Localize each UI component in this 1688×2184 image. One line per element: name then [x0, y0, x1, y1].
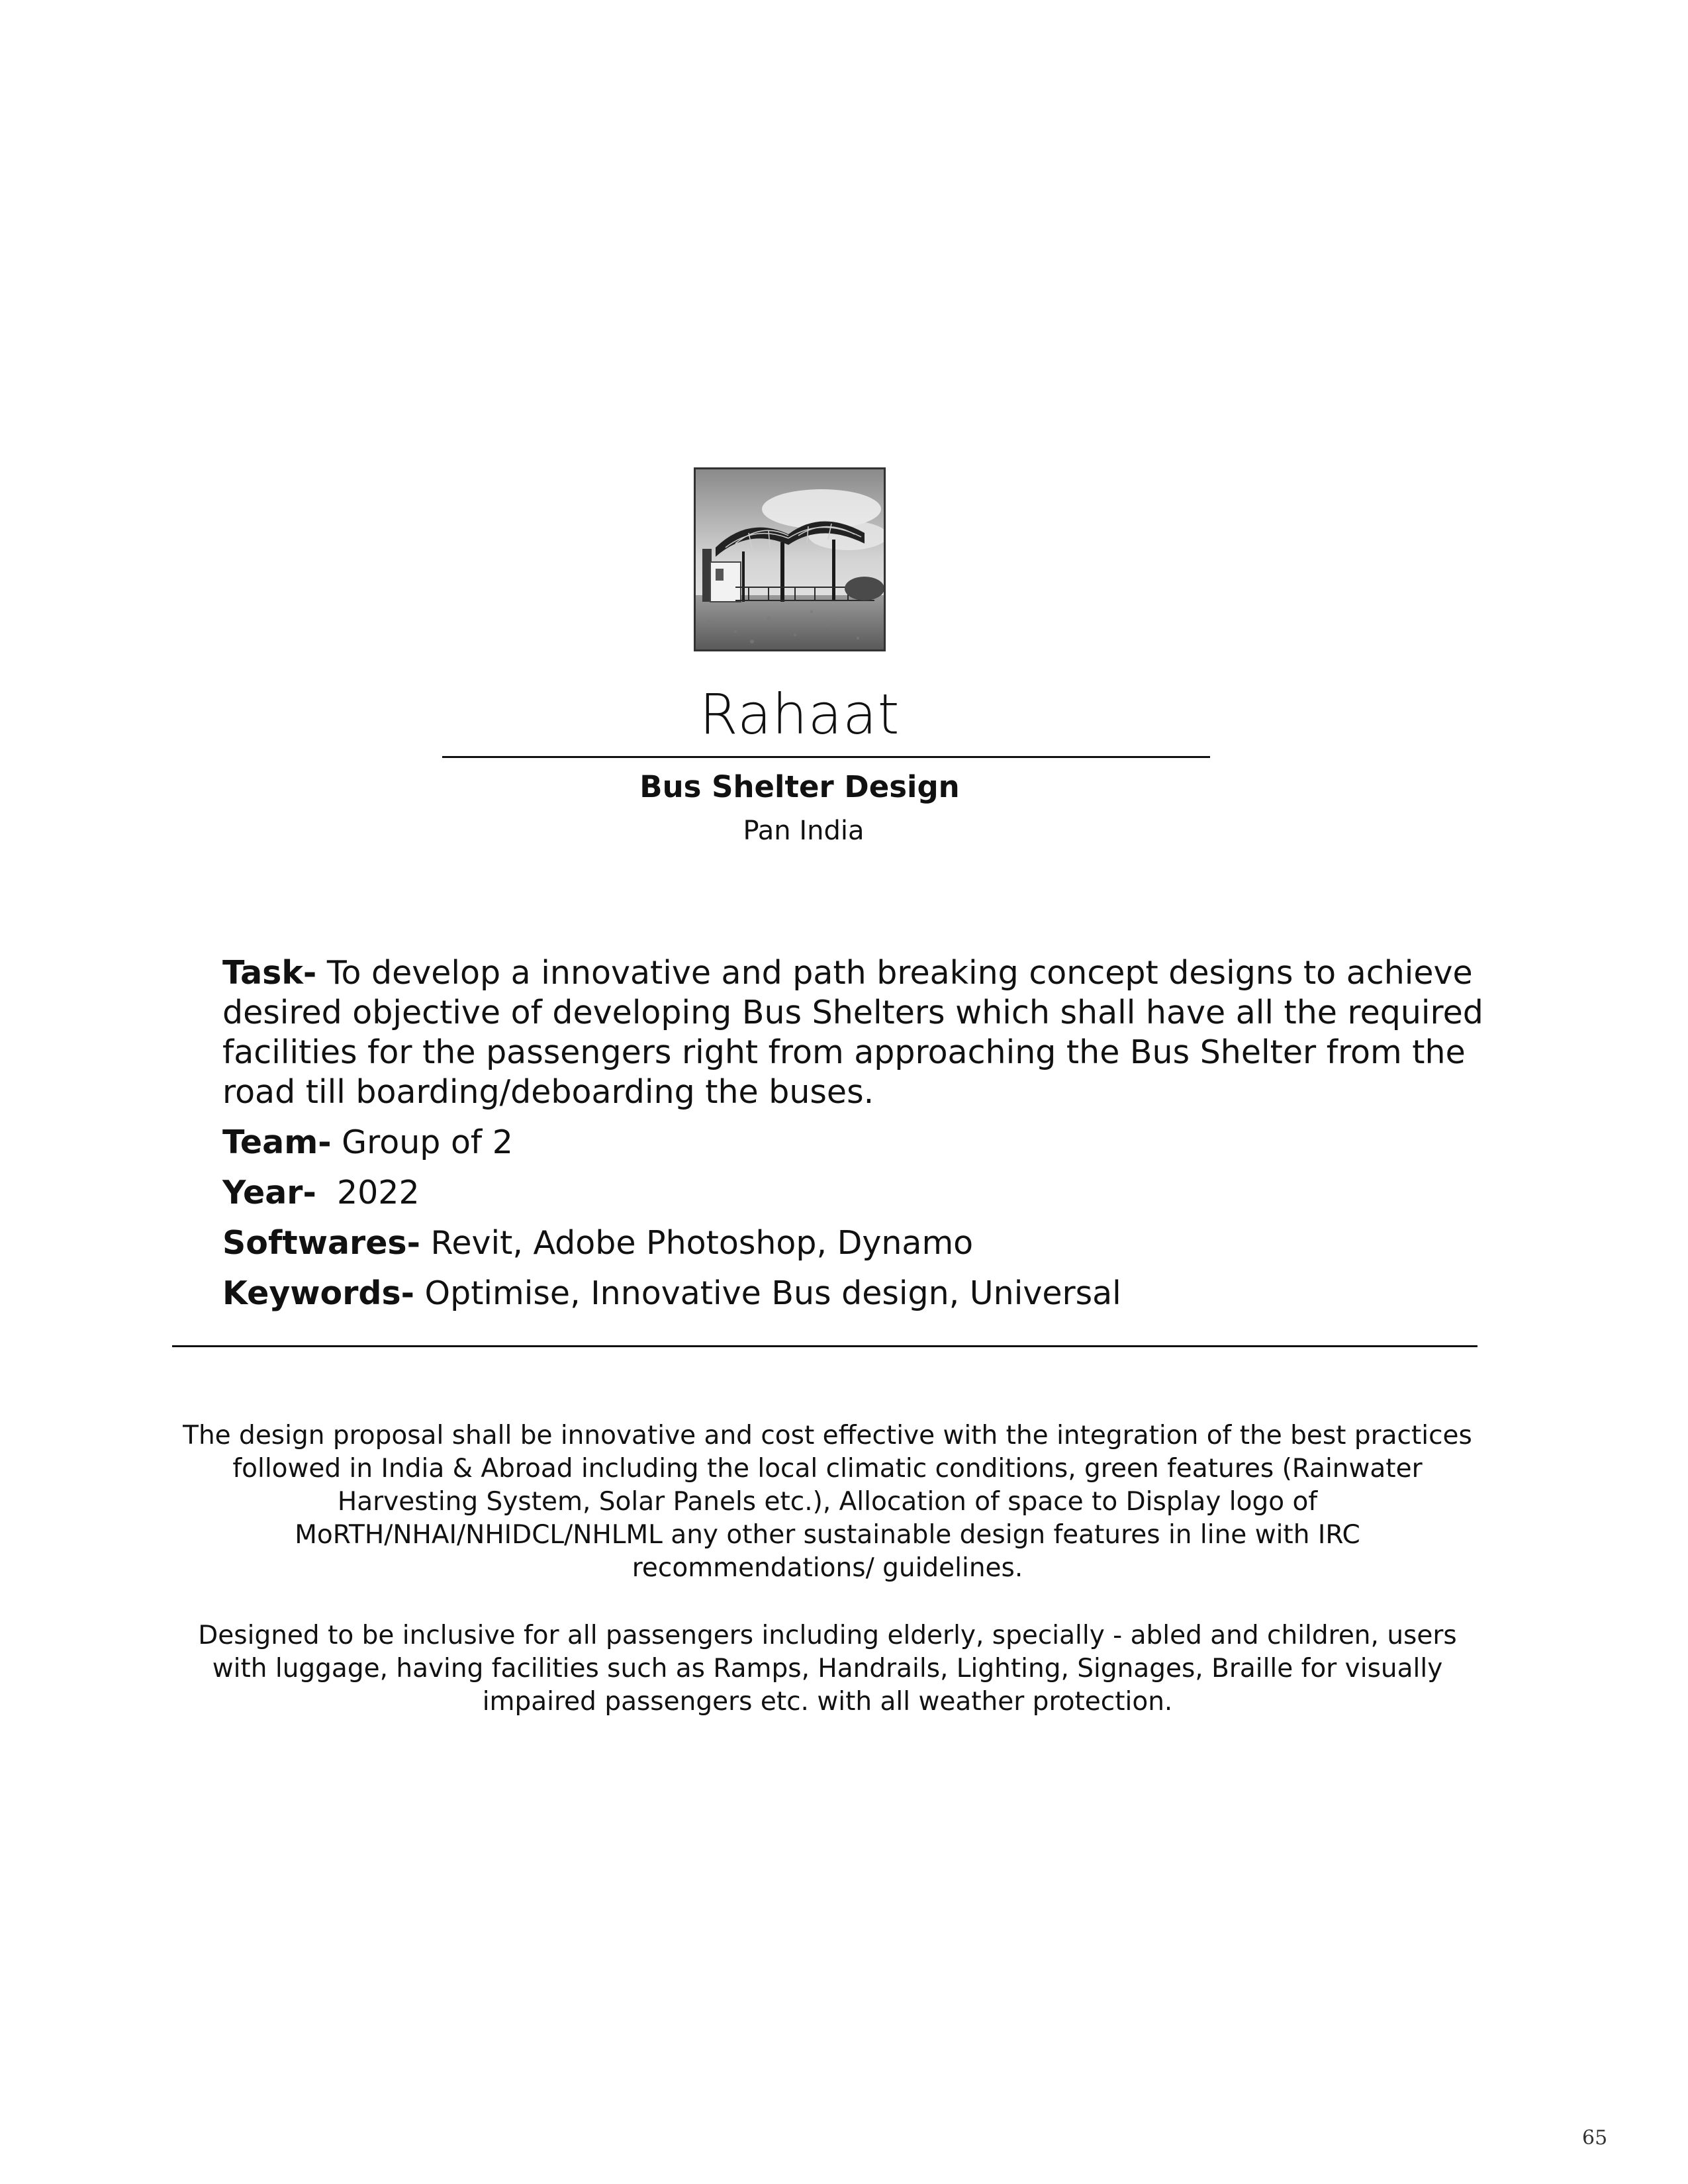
softwares-row	[222, 1223, 1520, 1263]
team-value: Group of 2	[331, 1123, 513, 1161]
project-title: Rahaat	[699, 682, 900, 747]
team-row	[222, 1123, 1520, 1163]
task-label: Task-	[222, 954, 317, 992]
softwares-value: Revit, Adobe Photoshop, Dynamo	[420, 1224, 974, 1262]
year-label: Year-	[222, 1174, 316, 1211]
project-location: Pan India	[743, 816, 865, 846]
project-details	[222, 953, 1520, 1313]
project-thumbnail-image	[694, 467, 886, 651]
description-paragraph-2: Designed to be inclusive for all passengers including elderly, specially - abled and children, users with luggage, having facilities such as Ramps, Handrails, Lighting, Signages, Braille for visually impaired passengers etc. with all weather protection.	[198, 1621, 1457, 1717]
details-divider	[172, 1345, 1477, 1347]
softwares-label: Softwares-	[222, 1224, 420, 1262]
year-value: 2022	[316, 1174, 420, 1211]
keywords-label: Keywords-	[222, 1274, 414, 1312]
project-subtitle: Bus Shelter Design	[639, 769, 960, 804]
keywords-row	[222, 1274, 1520, 1313]
team-label: Team-	[222, 1123, 332, 1161]
year-row	[222, 1173, 1520, 1213]
page-number: 65	[1582, 2126, 1608, 2150]
description-paragraph-1: The design proposal shall be innovative and cost effective with the integration of the best practices followed in India & Abroad including the local climatic conditions, green features (Rainwater Harvesting System, Solar Panels etc.), Allocation of space to Display logo of MoRTH/NHAI/NHIDCL/NHLML any other sustainable design features in line with IRC recommendations/ guidelines.	[183, 1421, 1472, 1583]
title-divider	[442, 756, 1210, 758]
task-text: To develop a innovative and path breaking concept designs to achieve desired objective of developing Bus Shelters which shall have all the required facilities for the passengers right from approaching the Bus Shelter from the road till boarding/deboarding the buses.	[222, 954, 1483, 1111]
keywords-value: Optimise, Innovative Bus design, Universal	[414, 1274, 1121, 1312]
task-row	[222, 953, 1520, 1112]
bus-shelter-photo-icon	[696, 469, 884, 649]
